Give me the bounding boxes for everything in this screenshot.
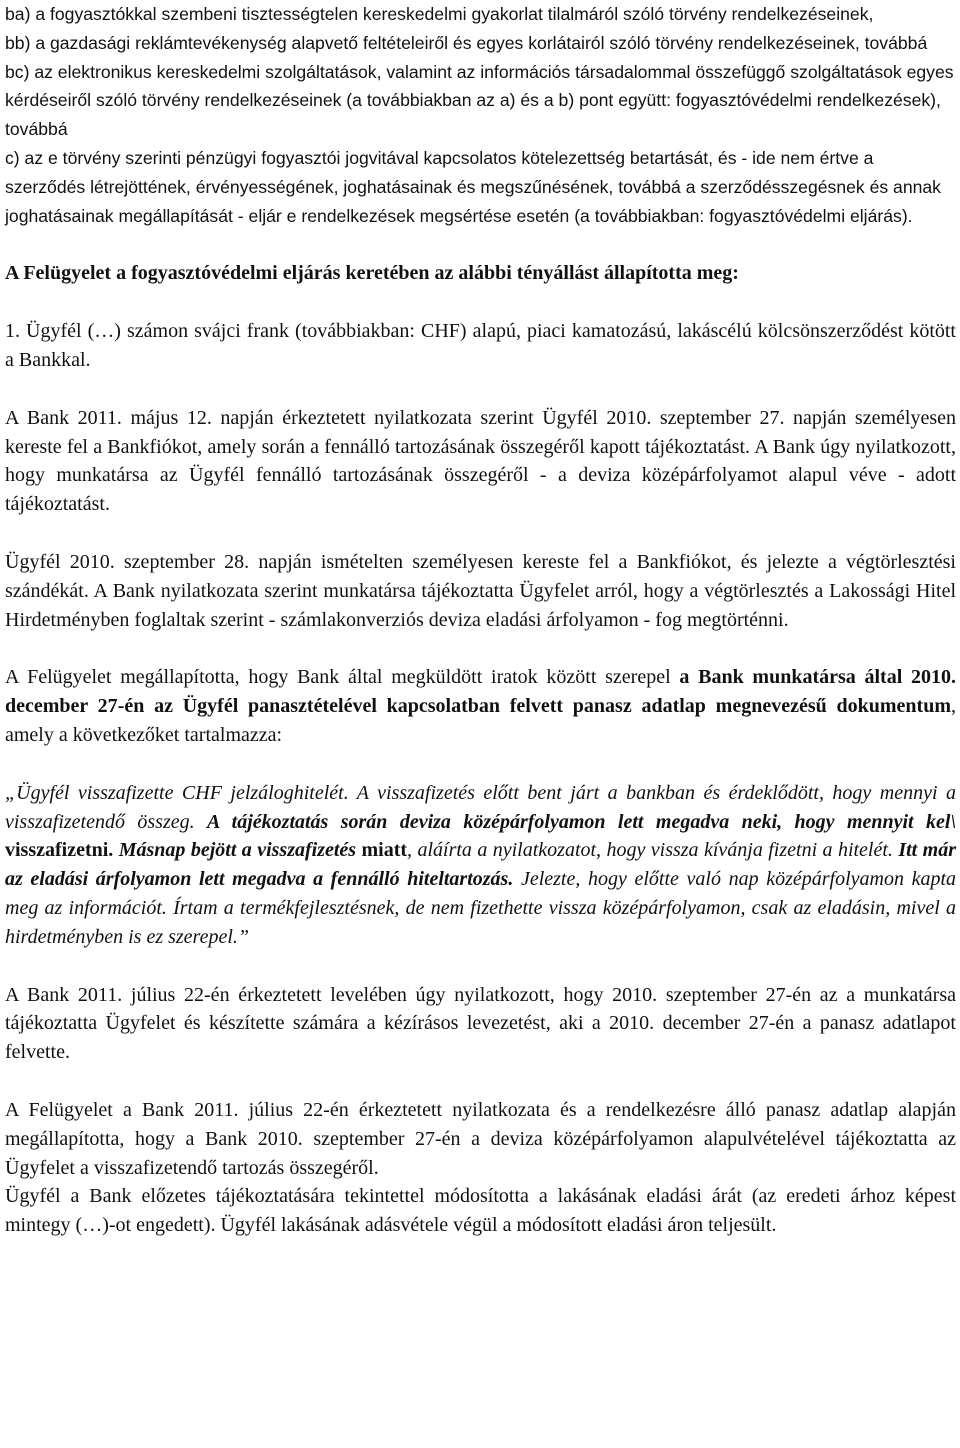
text-run: Ügyfél 2010. szeptember 28. napján ismételten személyesen kereste fel a Bankfiókot, és jelezte a végtörlesztési szándékát. A Bank nyilatkozata szerint munkatársa tájékoztatta Ügyfelet arról, hogy a végtörlesztés a Lakossági Hitel Hirdetményben foglaltak szerint - számlakonverziós deviza eladási árfolyamon - fog megtörténni.: [5, 550, 956, 631]
text-run: , amely a következőket tartalmazza:: [5, 695, 956, 746]
document-paragraph: [5, 981, 956, 1067]
text-run: 1. Ügyfél (…) számon svájci frank (továbbiakban: CHF) alapú, piaci kamatozású, lakáscélú kölcsönszerződést kötött a Bankkal.: [5, 320, 956, 371]
text-run: Jelezte, hogy előtte való nap középárfolyamon kapta meg az információt. Írtam a termékfejlesztésnek, de nem fizethette vissza középárfolyamon, csak az eladásin, mivel a hirdetményben is ez szerepel.”: [5, 868, 957, 948]
text-run: Ügyfél a Bank előzetes tájékoztatására tekintettel módosította a lakásának eladási árát (az eredeti árhoz képest mintegy (…)-ot engedett). Ügyfél lakásának adásvétele végül a módosított eladási áron teljesült.: [5, 1185, 956, 1237]
text-run: bc) az elektronikus kereskedelmi szolgáltatások, valamint az információs társadalommal összefüggő szolgáltatások egyes kérdéseiről szóló törvény rendelkezéseinek (a továbbiakban az a) és a b) pont együtt: fogyasztóvédelmi rendelkezések), továbbá: [5, 61, 954, 140]
text-run: Itt már az eladási árfolyamon lett megadva a fennálló hiteltartozás.: [5, 839, 956, 891]
document-paragraph: [5, 317, 956, 375]
document-paragraph: [5, 779, 956, 952]
document-paragraph: [5, 0, 956, 29]
text-run: miatt: [356, 839, 408, 862]
text-run: A Felügyelet a Bank 2011. július 22-én érkeztetett nyilatkozata és a rendelkezésre álló panasz adatlap alapján megállapította, hogy a Bank 2010. szeptember 27-én a deviza középárfolyamon alapulvételével tájékoztatta az Ügyfelet a visszafizetendő tartozás összegéről.: [5, 1098, 956, 1179]
text-run: A Felügyelet megállapította, hogy Bank által megküldött iratok között szerepel: [5, 666, 680, 689]
document-paragraph: [5, 144, 956, 230]
text-run: c) az e törvény szerinti pénzügyi fogyasztói jogvitával kapcsolatos kötelezettség betartását, és - ide nem értve a szerződés létrejöttének, érvényességének, joghatásainak és megszűnésének, továbbá a szerződésszegésnek és annak joghatásainak megállapítását - eljár e rendelkezések megsértése esetén (a továbbiakban: fogyasztóvédelmi eljárás).: [5, 147, 941, 226]
text-run: , aláírta a nyilatkozatot, hogy vissza kívánja fizetni a hitelét.: [407, 839, 899, 862]
document-paragraph: [5, 1096, 956, 1182]
text-run: „Ügyfél visszafizette CHF jelzáloghitelét. A visszafizetés előtt bent járt a bankban és érdeklődött, hogy mennyi a visszafizetendő összeg.: [5, 781, 956, 833]
section-heading: [5, 259, 956, 288]
document-page: [5, 0, 956, 1240]
text-run: Másnap bejött a visszafizetés: [118, 839, 357, 862]
document-paragraph: [5, 29, 956, 58]
text-run: A tájékoztatás során deviza középárfolyamon lett megadva neki, hogy mennyit kel\: [207, 810, 957, 833]
document-paragraph: [5, 1182, 956, 1240]
text-run: bb) a gazdasági reklámtevékenység alapvető feltételeiről és egyes korlátairól szóló törvény rendelkezéseinek, továbbá: [5, 32, 928, 53]
text-run: A Bank 2011. július 22-én érkeztetett levelében úgy nyilatkozott, hogy 2010. szeptember 27-én az a munkatársa tájékoztatta Ügyfelet és készítette számára a kézírásos levezetést, aki a 2010. december 27-én a panasz adatlapot felvette.: [5, 983, 956, 1064]
document-paragraph: [5, 404, 956, 519]
text-run: ba) a fogyasztókkal szembeni tisztességtelen kereskedelmi gyakorlat tilalmáról szóló törvény rendelkezéseinek,: [5, 4, 874, 24]
text-run: visszafizetni.: [5, 839, 119, 862]
document-paragraph: [5, 548, 956, 634]
text-run: a Bank munkatársa által 2010. december 27-én az Ügyfél panasztételével kapcsolatban felvett panasz adatlap megnevezésű dokumentum: [5, 666, 957, 718]
document-paragraph: [5, 58, 956, 144]
text-run: A Felügyelet a fogyasztóvédelmi eljárás keretében az alábbi tényállást állapította meg:: [5, 262, 739, 285]
text-run: A Bank 2011. május 12. napján érkeztetett nyilatkozata szerint Ügyfél 2010. szeptember 27. napján személyesen kereste fel a Bankfiókot, amely során a fennálló tartozásának összegéről kapott tájékoztatást. A Bank úgy nyilatkozott, hogy munkatársa az Ügyfél fennálló tartozásának összegéről - a deviza középárfolyamot alapul véve - adott tájékoztatást.: [5, 406, 956, 516]
document-paragraph: [5, 663, 956, 749]
